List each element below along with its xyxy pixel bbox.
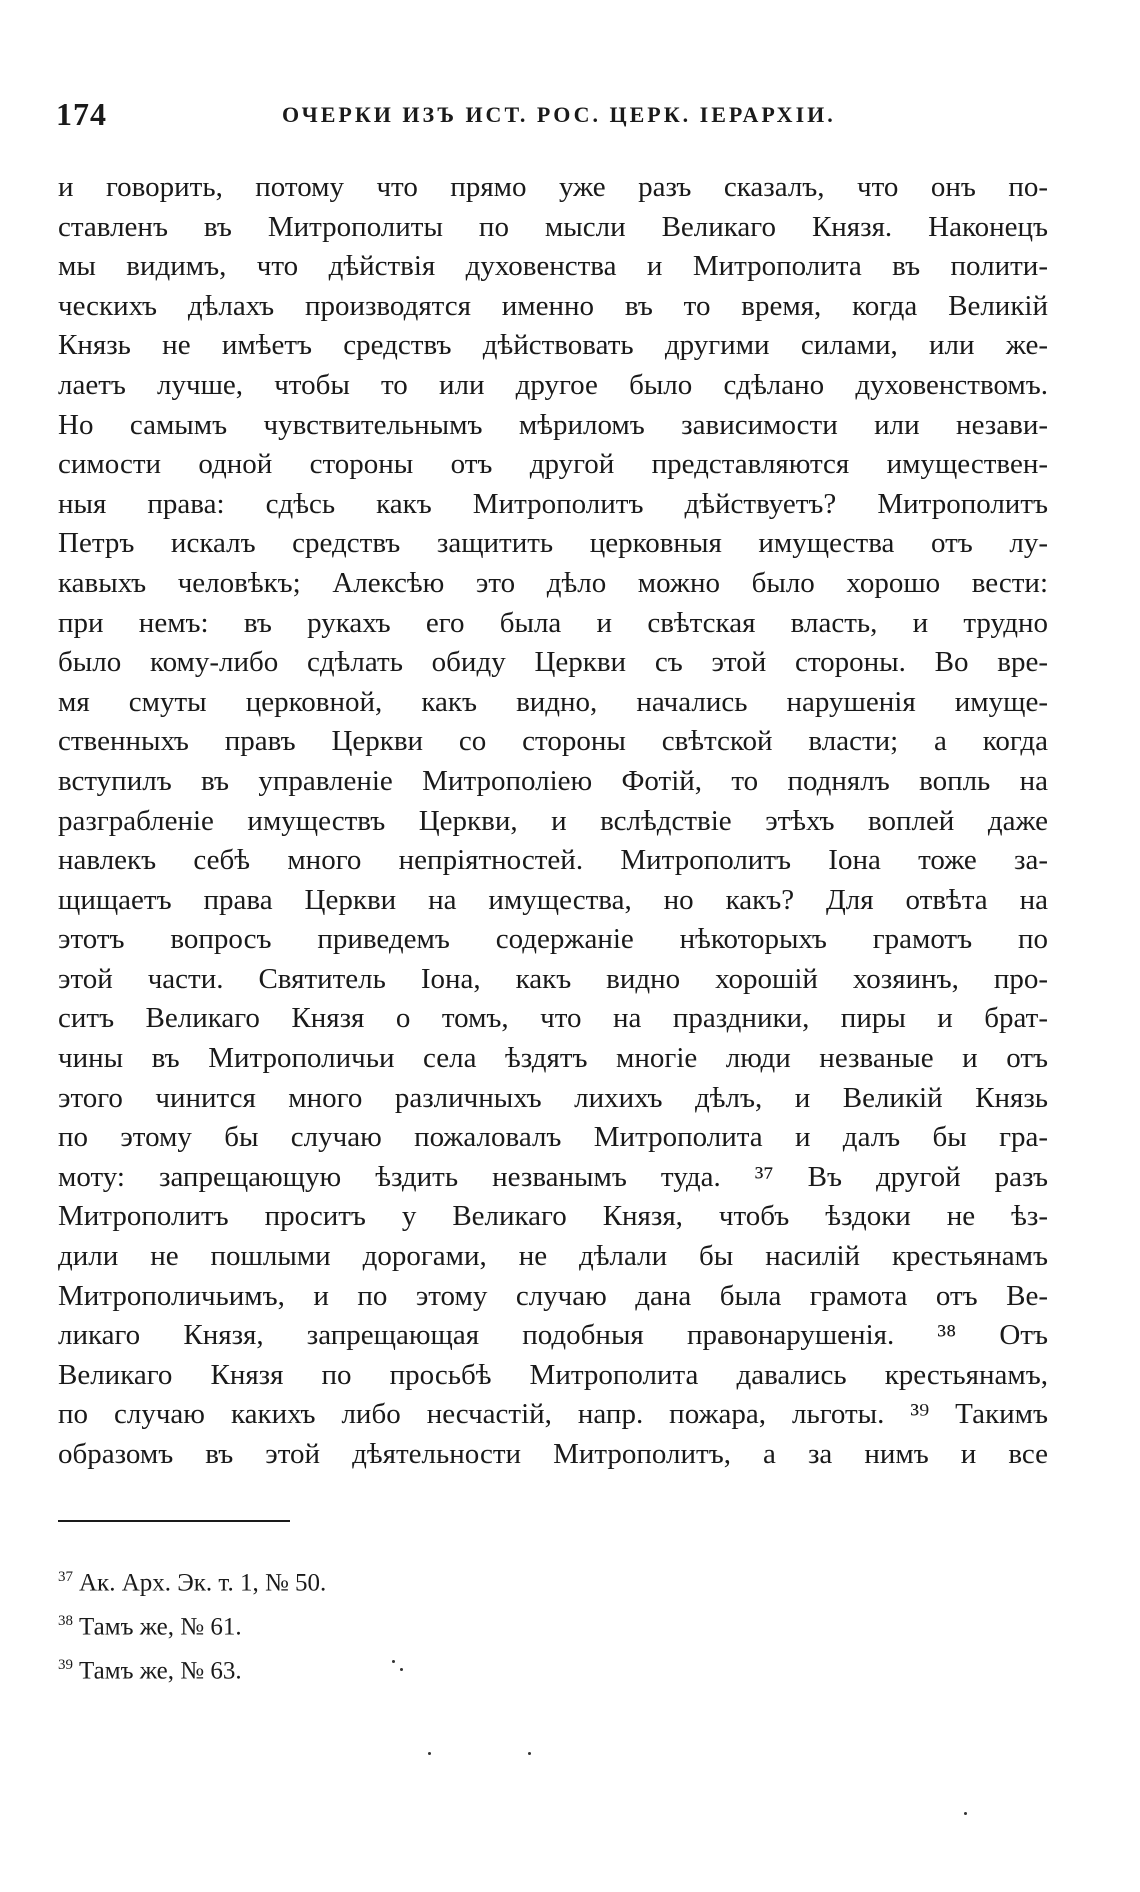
text-line: при немъ: въ рукахъ его была и свѣтская власть, и трудно [58, 606, 1048, 639]
footnote-mark: 39 [58, 1657, 73, 1673]
text-line: Князь не имѣетъ средствъ дѣйствовать другими силами, или же- [58, 329, 1048, 362]
footnote-mark: 37 [58, 1569, 73, 1585]
text-line: ликаго Князя, запрещающая подобныя правонарушенія. ³⁸ Отъ [58, 1319, 1048, 1352]
running-title: ОЧЕРКИ ИЗЪ ИСТ. РОС. ЦЕРК. ІЕРАРХІИ. [282, 102, 836, 127]
text-line: этого чинится много различныхъ лихихъ дѣлъ, и Великій Князь [58, 1081, 1048, 1114]
text-line: по случаю какихъ либо несчастій, напр. пожара, льготы. ³⁹ Такимъ [58, 1398, 1048, 1431]
text-line: вступилъ въ управленіе Митрополіею Фотій, то поднялъ вопль на [58, 764, 1048, 797]
text-line: моту: запрещающую ѣздить незванымъ туда. ³⁷ Въ другой разъ [58, 1160, 1048, 1193]
text-line: Великаго Князя по просьбѣ Митрополита давались крестьянамъ, [58, 1358, 1048, 1391]
footnote [58, 1555, 658, 1599]
footnote-mark: 38 [58, 1613, 73, 1629]
text-line: было кому-либо сдѣлать обиду Церкви съ этой стороны. Во вре- [58, 646, 1048, 679]
page-header [56, 96, 1056, 136]
text-line: ситъ Великаго Князя о томъ, что на праздники, пиры и брат- [58, 1002, 1048, 1035]
text-line: Митрополичьимъ, и по этому случаю дана была грамота отъ Ве- [58, 1279, 1048, 1312]
text-line: ныя права: сдѣсь какъ Митрополитъ дѣйствуетъ? Митрополитъ [58, 487, 1048, 520]
footnote [58, 1643, 658, 1687]
text-line: Но самымъ чувствительнымъ мѣриломъ зависимости или незави- [58, 408, 1048, 441]
scan-speck [400, 1668, 403, 1671]
text-line: Митрополитъ проситъ у Великаго Князя, чтобъ ѣздоки не ѣз- [58, 1200, 1048, 1233]
text-line: ставленъ въ Митрополиты по мысли Великаго Князя. Наконецъ [58, 210, 1048, 243]
text-line: симости одной стороны отъ другой представляются имуществен- [58, 448, 1048, 481]
text-line: щищаетъ права Церкви на имущества, но какъ? Для отвѣта на [58, 883, 1048, 916]
page-number: 174 [56, 96, 107, 132]
scan-speck [428, 1752, 431, 1755]
footnotes [58, 1555, 658, 1687]
scan-speck [392, 1660, 395, 1663]
text-line: по этому бы случаю пожаловалъ Митрополита и далъ бы гра- [58, 1121, 1048, 1154]
footnote-text: Тамъ же, № 61. [79, 1613, 242, 1641]
text-line: чины въ Митрополичьи села ѣздятъ многіе люди незваные и отъ [58, 1042, 1048, 1075]
footnote [58, 1599, 658, 1643]
scan-speck [528, 1752, 531, 1755]
main-text [58, 168, 1048, 1475]
text-line: Петръ искалъ средствъ защитить церковныя имущества отъ лу- [58, 527, 1048, 560]
footnote-separator [58, 1520, 290, 1522]
text-line: кавыхъ человѣкъ; Алексѣю это дѣло можно было хорошо вести: [58, 566, 1048, 599]
text-line: этой части. Святитель Іона, какъ видно хорошій хозяинъ, про- [58, 962, 1048, 995]
text-line: ственныхъ правъ Церкви со стороны свѣтской власти; а когда [58, 725, 1048, 758]
text-line: разграбленіе имуществъ Церкви, и вслѣдствіе этѣхъ воплей даже [58, 804, 1048, 837]
text-line: навлекъ себѣ много непріятностей. Митрополитъ Іона тоже за- [58, 844, 1048, 877]
footnote-text: Тамъ же, № 63. [79, 1657, 242, 1685]
text-line: лаетъ лучше, чтобы то или другое было сдѣлано духовенствомъ. [58, 368, 1048, 401]
text-line: и говорить, потому что прямо уже разъ сказалъ, что онъ по- [58, 171, 1048, 203]
text-line: мя смуты церковной, какъ видно, начались нарушенія имуще- [58, 685, 1048, 718]
footnote-text: Ак. Арх. Эк. т. 1, № 50. [79, 1569, 327, 1597]
text-line: дили не пошлыми дорогами, не дѣлали бы насилій крестьянамъ [58, 1240, 1048, 1273]
scan-speck [964, 1812, 967, 1815]
text-line: этотъ вопросъ приведемъ содержаніе нѣкоторыхъ грамотъ по [58, 923, 1048, 956]
text-line: ческихъ дѣлахъ производятся именно въ то время, когда Великій [58, 289, 1048, 322]
text-line: мы видимъ, что дѣйствія духовенства и Митрополита въ полити- [58, 250, 1048, 283]
text-line: образомъ въ этой дѣятельности Митрополитъ, а за нимъ и все [58, 1438, 1048, 1470]
